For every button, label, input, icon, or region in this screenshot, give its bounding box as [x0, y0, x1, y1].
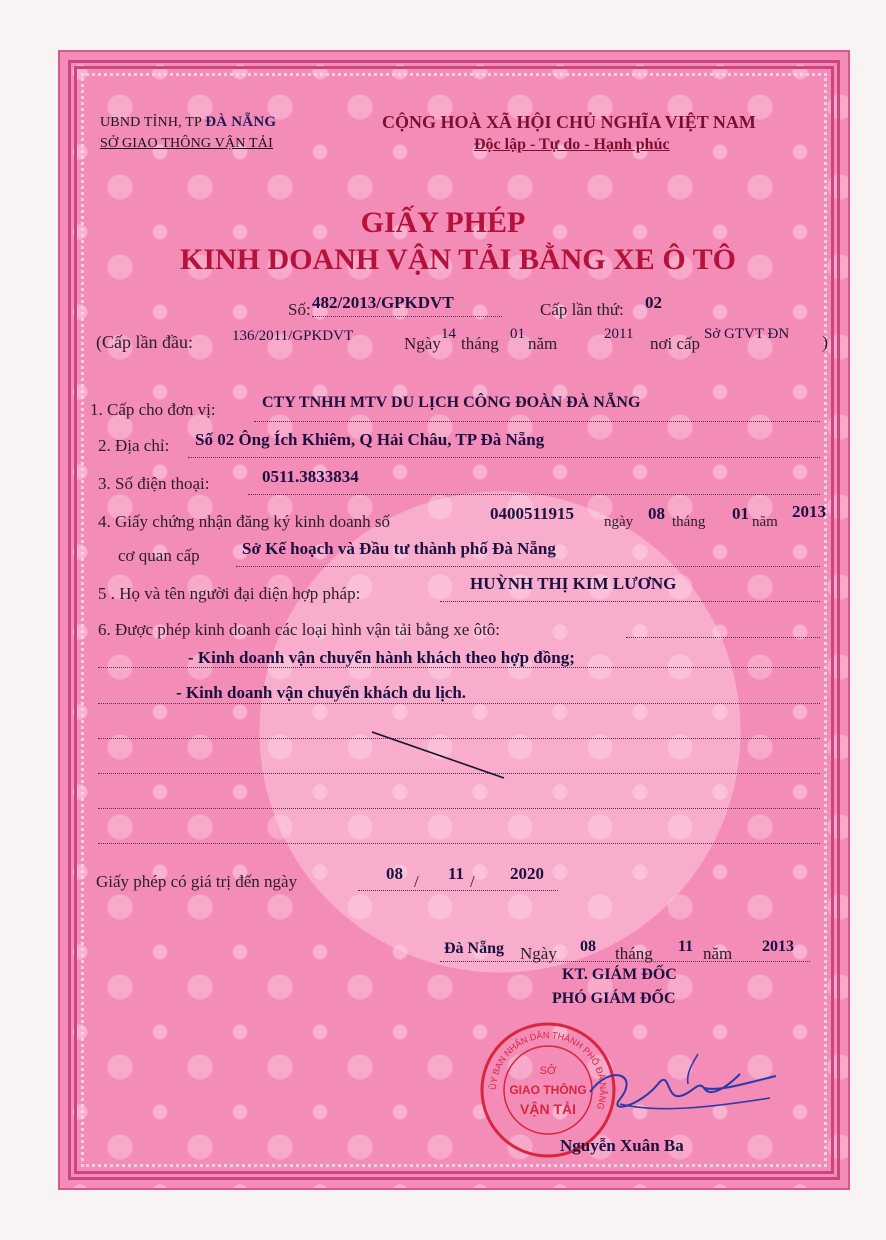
issuing-agency: Sở Kế hoạch và Đầu tư thành phố Đà Nẵng	[242, 539, 556, 558]
item6-label: 6. Được phép kinh doanh các loại hình vận tải bằng xe ôtô:	[98, 620, 501, 639]
validity-day: 08	[386, 864, 403, 883]
permitted-service-2: - Kinh doanh vận chuyển khách du lịch.	[176, 683, 467, 702]
company-name: CTY TNHH MTV DU LỊCH CÔNG ĐOÀN ĐÀ NẴNG	[262, 394, 641, 411]
item2-label: 2. Địa chỉ:	[98, 436, 170, 455]
svg-text:VẬN TẢI: VẬN TẢI	[520, 1101, 576, 1117]
republic-title: CỘNG HOÀ XÃ HỘI CHỦ NGHĨA VIỆT NAM	[382, 112, 756, 132]
signer-role-1: KT. GIÁM ĐỐC	[562, 966, 677, 983]
item3-label: 3. Số điện thoại:	[98, 474, 210, 493]
item4-label: 4. Giấy chứng nhận đăng ký kinh doanh số	[98, 512, 391, 531]
business-reg-month: 01	[732, 504, 749, 523]
strike-line	[370, 730, 510, 782]
validity-month: 11	[448, 864, 465, 883]
handwritten-signature	[580, 1044, 780, 1134]
sign-day: 08	[580, 938, 596, 955]
issue-count: 02	[645, 293, 662, 312]
so-label: Số:	[288, 300, 311, 319]
license-number: 482/2013/GPKDVT	[312, 293, 454, 312]
first-issue-month: 01	[510, 326, 525, 342]
cap-lan-label: Cấp lần thứ:	[540, 300, 624, 319]
motto: Độc lập - Tự do - Hạnh phúc	[474, 136, 670, 153]
doc-subtitle: KINH DOANH VẬN TẢI BẰNG XE Ô TÔ	[180, 243, 736, 276]
issuing-agency-label: cơ quan cấp	[118, 546, 200, 565]
svg-text:ỦY BAN NHÂN DÂN THÀNH PHỐ ĐÀ N: ỦY BAN NHÂN DÂN THÀNH PHỐ ĐÀ NẴNG	[487, 1029, 609, 1111]
legal-representative: HUỲNH THỊ KIM LƯƠNG	[470, 574, 677, 593]
business-reg-year: 2013	[792, 502, 826, 521]
svg-text:GIAO THÔNG: GIAO THÔNG	[509, 1083, 587, 1097]
agency-line-1: UBND TỈNH, TP ĐÀ NẴNG	[100, 114, 277, 130]
business-reg-number: 0400511915	[490, 504, 575, 523]
validity-label: Giấy phép có giá trị đến ngày	[96, 872, 298, 891]
sign-year: 2013	[762, 938, 794, 955]
phone: 0511.3833834	[262, 467, 359, 486]
address: Số 02 Ông Ích Khiêm, Q Hải Châu, TP Đà Nẵng	[195, 430, 545, 449]
svg-text:SỞ: SỞ	[539, 1065, 557, 1077]
sign-place: Đà Nẵng	[444, 940, 505, 957]
doc-title: GIẤY PHÉP	[360, 206, 526, 239]
first-issue-day: 14	[441, 326, 456, 342]
first-issue-label: (Cấp lần đầu:	[96, 332, 193, 352]
permitted-service-1: - Kinh doanh vận chuyển hành khách theo hợp đồng;	[188, 648, 575, 667]
first-issue-year: 2011	[604, 326, 634, 342]
validity-year: 2020	[510, 864, 544, 883]
agency-line-2: SỞ GIAO THÔNG VẬN TẢI	[100, 136, 273, 151]
agency-province: ĐÀ NẴNG	[205, 114, 277, 130]
item5-label: 5 . Họ và tên người đại diện hợp pháp:	[98, 584, 361, 603]
item1-label: 1. Cấp cho đơn vị:	[90, 400, 216, 419]
signer-role-2: PHÓ GIÁM ĐỐC	[552, 990, 676, 1007]
business-reg-day: 08	[648, 504, 665, 523]
first-issue-number: 136/2011/GPKDVT	[232, 328, 354, 344]
first-issue-place: Sở GTVT ĐN	[704, 326, 790, 342]
signer-name: Nguyễn Xuân Ba	[560, 1136, 684, 1155]
sign-month: 11	[678, 938, 694, 955]
